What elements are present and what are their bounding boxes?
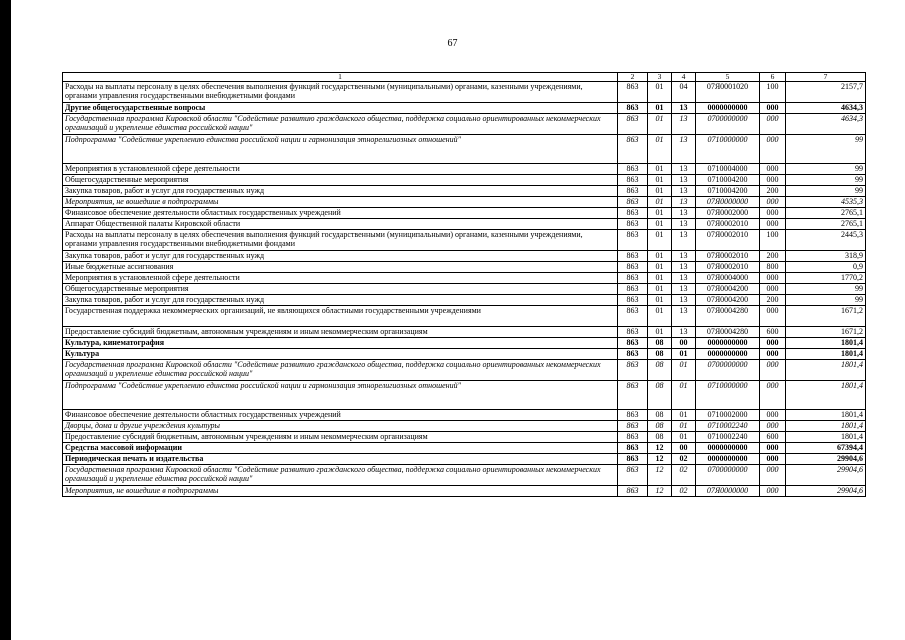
row-amount-cell: 1671,2	[786, 306, 866, 327]
col-header-2: 2	[618, 73, 648, 82]
row-amount-cell: 29904,6	[786, 465, 866, 486]
row-subsection-cell: 01	[672, 360, 696, 381]
table-row	[63, 454, 866, 465]
row-amount-cell: 318,9	[786, 251, 866, 262]
scan-edge-bar	[0, 0, 11, 640]
row-section-cell: 12	[648, 465, 672, 486]
row-admin-code-cell: 863	[618, 114, 648, 135]
row-amount-cell: 0,9	[786, 262, 866, 273]
row-target-article-cell: 07Я0002000	[696, 208, 760, 219]
row-target-article-cell: 07Я0004200	[696, 295, 760, 306]
col-header-7: 7	[786, 73, 866, 82]
table-row	[63, 443, 866, 454]
row-section-cell: 08	[648, 381, 672, 410]
row-section-cell: 08	[648, 421, 672, 432]
table-row	[63, 381, 866, 410]
row-section-cell: 01	[648, 135, 672, 164]
row-admin-code-cell: 863	[618, 230, 648, 251]
row-expense-type-cell: 000	[760, 114, 786, 135]
row-target-article-cell: 0710002000	[696, 410, 760, 421]
row-subsection-cell: 04	[672, 82, 696, 103]
row-section-cell: 01	[648, 103, 672, 114]
row-subsection-cell: 13	[672, 327, 696, 338]
row-subsection-cell: 13	[672, 273, 696, 284]
row-expense-type-cell: 200	[760, 251, 786, 262]
row-expense-type-cell: 000	[760, 410, 786, 421]
row-section-cell: 08	[648, 432, 672, 443]
row-subsection-cell: 02	[672, 486, 696, 497]
row-expense-type-cell: 000	[760, 284, 786, 295]
row-target-article-cell: 0000000000	[696, 103, 760, 114]
row-section-cell: 01	[648, 219, 672, 230]
row-name-cell: Государственная программа Кировской области "Содействие развитию гражданского общества, поддержка социально ориентированных некоммерческих организаций и укрепление единства российской нации"	[63, 465, 618, 486]
row-amount-cell: 1801,4	[786, 381, 866, 410]
row-subsection-cell: 13	[672, 186, 696, 197]
row-subsection-cell: 01	[672, 410, 696, 421]
row-admin-code-cell: 863	[618, 164, 648, 175]
row-section-cell: 01	[648, 82, 672, 103]
table-row	[63, 251, 866, 262]
row-name-cell: Закупка товаров, работ и услуг для государственных нужд	[63, 251, 618, 262]
row-section-cell: 01	[648, 284, 672, 295]
row-target-article-cell: 0710002240	[696, 432, 760, 443]
row-subsection-cell: 13	[672, 230, 696, 251]
row-subsection-cell: 13	[672, 114, 696, 135]
row-admin-code-cell: 863	[618, 432, 648, 443]
row-target-article-cell: 0710004200	[696, 186, 760, 197]
table-row	[63, 327, 866, 338]
row-amount-cell: 1801,4	[786, 410, 866, 421]
row-subsection-cell: 13	[672, 135, 696, 164]
row-name-cell: Предоставление субсидий бюджетным, автономным учреждениям и иным некоммерческим организациям	[63, 432, 618, 443]
row-name-cell: Мероприятия, не вошедшие в подпрограммы	[63, 486, 618, 497]
row-target-article-cell: 07Я0002010	[696, 262, 760, 273]
row-amount-cell: 99	[786, 186, 866, 197]
row-amount-cell: 4535,3	[786, 197, 866, 208]
row-amount-cell: 1770,2	[786, 273, 866, 284]
row-name-cell: Общегосударственные мероприятия	[63, 284, 618, 295]
row-admin-code-cell: 863	[618, 360, 648, 381]
row-target-article-cell: 07Я0004000	[696, 273, 760, 284]
row-subsection-cell: 01	[672, 421, 696, 432]
row-section-cell: 01	[648, 230, 672, 251]
row-admin-code-cell: 863	[618, 295, 648, 306]
row-amount-cell: 4634,3	[786, 103, 866, 114]
row-target-article-cell: 0710000000	[696, 135, 760, 164]
row-name-cell: Иные бюджетные ассигнования	[63, 262, 618, 273]
row-subsection-cell: 00	[672, 338, 696, 349]
row-name-cell: Предоставление субсидий бюджетным, автономным учреждениям и иным некоммерческим организациям	[63, 327, 618, 338]
row-amount-cell: 2765,1	[786, 219, 866, 230]
row-admin-code-cell: 863	[618, 306, 648, 327]
row-amount-cell: 99	[786, 295, 866, 306]
row-section-cell: 01	[648, 251, 672, 262]
row-name-cell: Финансовое обеспечение деятельности областных государственных учреждений	[63, 208, 618, 219]
row-target-article-cell: 07Я0001020	[696, 82, 760, 103]
row-expense-type-cell: 000	[760, 208, 786, 219]
row-name-cell: Государственная программа Кировской области "Содействие развитию гражданского общества, поддержка социально ориентированных некоммерческих организаций и укрепление единства российской нации"	[63, 114, 618, 135]
row-target-article-cell: 07Я0000000	[696, 197, 760, 208]
row-section-cell: 01	[648, 262, 672, 273]
table-row	[63, 295, 866, 306]
table-row	[63, 432, 866, 443]
row-name-cell: Подпрограмма "Содействие укреплению единства российской нации и гармонизация этнорелигиозных отношений"	[63, 135, 618, 164]
row-section-cell: 01	[648, 306, 672, 327]
row-section-cell: 01	[648, 175, 672, 186]
row-admin-code-cell: 863	[618, 338, 648, 349]
row-amount-cell: 2157,7	[786, 82, 866, 103]
row-expense-type-cell: 200	[760, 295, 786, 306]
row-section-cell: 08	[648, 360, 672, 381]
row-expense-type-cell: 000	[760, 338, 786, 349]
table-row	[63, 410, 866, 421]
table-row	[63, 82, 866, 103]
row-amount-cell: 1801,4	[786, 421, 866, 432]
row-subsection-cell: 13	[672, 262, 696, 273]
col-header-6: 6	[760, 73, 786, 82]
row-amount-cell: 2765,1	[786, 208, 866, 219]
row-section-cell: 01	[648, 197, 672, 208]
row-subsection-cell: 02	[672, 465, 696, 486]
row-amount-cell: 1671,2	[786, 327, 866, 338]
row-expense-type-cell: 000	[760, 306, 786, 327]
row-expense-type-cell: 100	[760, 230, 786, 251]
table-header-row	[63, 73, 866, 82]
row-name-cell: Культура	[63, 349, 618, 360]
row-expense-type-cell: 000	[760, 421, 786, 432]
row-admin-code-cell: 863	[618, 197, 648, 208]
table-row	[63, 360, 866, 381]
row-target-article-cell: 07Я0002010	[696, 230, 760, 251]
row-admin-code-cell: 863	[618, 421, 648, 432]
page-number: 67	[447, 38, 458, 49]
row-name-cell: Общегосударственные мероприятия	[63, 175, 618, 186]
row-subsection-cell: 13	[672, 175, 696, 186]
row-amount-cell: 99	[786, 164, 866, 175]
row-admin-code-cell: 863	[618, 381, 648, 410]
row-admin-code-cell: 863	[618, 443, 648, 454]
row-admin-code-cell: 863	[618, 262, 648, 273]
row-amount-cell: 4634,3	[786, 114, 866, 135]
row-subsection-cell: 01	[672, 349, 696, 360]
row-expense-type-cell: 000	[760, 465, 786, 486]
row-admin-code-cell: 863	[618, 273, 648, 284]
row-amount-cell: 1801,4	[786, 349, 866, 360]
row-expense-type-cell: 000	[760, 273, 786, 284]
row-name-cell: Финансовое обеспечение деятельности областных государственных учреждений	[63, 410, 618, 421]
row-subsection-cell: 02	[672, 454, 696, 465]
row-section-cell: 08	[648, 410, 672, 421]
row-subsection-cell: 13	[672, 306, 696, 327]
row-name-cell: Мероприятия, не вошедшие в подпрограммы	[63, 197, 618, 208]
row-section-cell: 12	[648, 443, 672, 454]
row-expense-type-cell: 800	[760, 262, 786, 273]
row-admin-code-cell: 863	[618, 486, 648, 497]
row-target-article-cell: 07Я0004280	[696, 327, 760, 338]
row-subsection-cell: 13	[672, 295, 696, 306]
row-amount-cell: 99	[786, 284, 866, 295]
row-target-article-cell: 07Я0002010	[696, 219, 760, 230]
row-name-cell: Аппарат Общественной палаты Кировской области	[63, 219, 618, 230]
row-name-cell: Подпрограмма "Содействие укреплению единства российской нации и гармонизация этнорелигиозных отношений"	[63, 381, 618, 410]
row-expense-type-cell: 000	[760, 349, 786, 360]
row-subsection-cell: 13	[672, 284, 696, 295]
row-name-cell: Государственная поддержка некоммерческих организаций, не являющихся областными государственными учреждениями	[63, 306, 618, 327]
row-section-cell: 01	[648, 295, 672, 306]
row-expense-type-cell: 600	[760, 327, 786, 338]
row-amount-cell: 2445,3	[786, 230, 866, 251]
table-row	[63, 486, 866, 497]
row-admin-code-cell: 863	[618, 175, 648, 186]
row-expense-type-cell: 000	[760, 197, 786, 208]
row-name-cell: Мероприятия в установленной сфере деятельности	[63, 273, 618, 284]
row-target-article-cell: 07Я0004280	[696, 306, 760, 327]
row-name-cell: Закупка товаров, работ и услуг для государственных нужд	[63, 186, 618, 197]
col-header-1: 1	[63, 73, 618, 82]
row-section-cell: 01	[648, 273, 672, 284]
row-name-cell: Закупка товаров, работ и услуг для государственных нужд	[63, 295, 618, 306]
row-target-article-cell: 0000000000	[696, 349, 760, 360]
row-name-cell: Культура, кинематография	[63, 338, 618, 349]
table-row	[63, 465, 866, 486]
row-name-cell: Расходы на выплаты персоналу в целях обеспечения выполнения функций государственными (муниципальными) органами, казенными учреждениями, органами управления государственными внебюджетными фондами	[63, 82, 618, 103]
table-row	[63, 135, 866, 164]
row-name-cell: Средства массовой информации	[63, 443, 618, 454]
col-header-3: 3	[648, 73, 672, 82]
row-expense-type-cell: 100	[760, 82, 786, 103]
table-row	[63, 338, 866, 349]
row-subsection-cell: 13	[672, 197, 696, 208]
row-expense-type-cell: 000	[760, 135, 786, 164]
row-admin-code-cell: 863	[618, 186, 648, 197]
row-subsection-cell: 00	[672, 443, 696, 454]
row-name-cell: Мероприятия в установленной сфере деятельности	[63, 164, 618, 175]
table-row	[63, 306, 866, 327]
row-subsection-cell: 01	[672, 432, 696, 443]
table-row	[63, 114, 866, 135]
row-admin-code-cell: 863	[618, 327, 648, 338]
row-target-article-cell: 0710004200	[696, 175, 760, 186]
row-target-article-cell: 0700000000	[696, 114, 760, 135]
row-expense-type-cell: 000	[760, 219, 786, 230]
row-target-article-cell: 0710000000	[696, 381, 760, 410]
row-target-article-cell: 0710002240	[696, 421, 760, 432]
table-row	[63, 273, 866, 284]
row-expense-type-cell: 600	[760, 432, 786, 443]
row-admin-code-cell: 863	[618, 208, 648, 219]
row-admin-code-cell: 863	[618, 349, 648, 360]
row-amount-cell: 1801,4	[786, 338, 866, 349]
row-admin-code-cell: 863	[618, 410, 648, 421]
row-section-cell: 12	[648, 486, 672, 497]
table-row	[63, 230, 866, 251]
row-expense-type-cell: 000	[760, 175, 786, 186]
row-section-cell: 01	[648, 208, 672, 219]
table-row	[63, 103, 866, 114]
row-subsection-cell: 13	[672, 103, 696, 114]
row-section-cell: 01	[648, 114, 672, 135]
table-row	[63, 284, 866, 295]
row-target-article-cell: 0000000000	[696, 454, 760, 465]
row-expense-type-cell: 000	[760, 486, 786, 497]
row-target-article-cell: 0710004000	[696, 164, 760, 175]
row-subsection-cell: 13	[672, 251, 696, 262]
row-expense-type-cell: 000	[760, 360, 786, 381]
row-amount-cell: 29904,6	[786, 454, 866, 465]
row-target-article-cell: 0700000000	[696, 465, 760, 486]
table-row	[63, 197, 866, 208]
row-subsection-cell: 13	[672, 164, 696, 175]
row-target-article-cell: 0000000000	[696, 338, 760, 349]
row-subsection-cell: 13	[672, 219, 696, 230]
row-admin-code-cell: 863	[618, 135, 648, 164]
row-target-article-cell: 07Я0002010	[696, 251, 760, 262]
row-subsection-cell: 01	[672, 381, 696, 410]
row-name-cell: Расходы на выплаты персоналу в целях обеспечения выполнения функций государственными (муниципальными) органами, казенными учреждениями, органами управления государственными внебюджетными фондами	[63, 230, 618, 251]
row-section-cell: 01	[648, 186, 672, 197]
row-name-cell: Государственная программа Кировской области "Содействие развитию гражданского общества, поддержка социально ориентированных некоммерческих организаций и укрепление единства российской нации"	[63, 360, 618, 381]
row-admin-code-cell: 863	[618, 251, 648, 262]
row-expense-type-cell: 200	[760, 186, 786, 197]
table-row	[63, 186, 866, 197]
row-admin-code-cell: 863	[618, 454, 648, 465]
table-row	[63, 175, 866, 186]
row-amount-cell: 1801,4	[786, 432, 866, 443]
row-admin-code-cell: 863	[618, 465, 648, 486]
col-header-5: 5	[696, 73, 760, 82]
budget-table	[62, 72, 866, 497]
row-target-article-cell: 0000000000	[696, 443, 760, 454]
row-amount-cell: 99	[786, 175, 866, 186]
row-admin-code-cell: 863	[618, 219, 648, 230]
row-amount-cell: 1801,4	[786, 360, 866, 381]
row-expense-type-cell: 000	[760, 454, 786, 465]
table-row	[63, 421, 866, 432]
row-section-cell: 08	[648, 349, 672, 360]
table-row	[63, 164, 866, 175]
col-header-4: 4	[672, 73, 696, 82]
row-section-cell: 08	[648, 338, 672, 349]
row-expense-type-cell: 000	[760, 103, 786, 114]
row-target-article-cell: 07Я0000000	[696, 486, 760, 497]
row-expense-type-cell: 000	[760, 164, 786, 175]
row-amount-cell: 29904,6	[786, 486, 866, 497]
row-target-article-cell: 07Я0004200	[696, 284, 760, 295]
table-row	[63, 219, 866, 230]
row-section-cell: 12	[648, 454, 672, 465]
table-row	[63, 262, 866, 273]
row-name-cell: Другие общегосударственные вопросы	[63, 103, 618, 114]
row-section-cell: 01	[648, 327, 672, 338]
row-admin-code-cell: 863	[618, 103, 648, 114]
row-amount-cell: 67394,4	[786, 443, 866, 454]
table-row	[63, 349, 866, 360]
row-admin-code-cell: 863	[618, 284, 648, 295]
row-name-cell: Дворцы, дома и другие учреждения культуры	[63, 421, 618, 432]
row-section-cell: 01	[648, 164, 672, 175]
table-row	[63, 208, 866, 219]
row-expense-type-cell: 000	[760, 381, 786, 410]
row-target-article-cell: 0700000000	[696, 360, 760, 381]
row-name-cell: Периодическая печать и издательства	[63, 454, 618, 465]
row-expense-type-cell: 000	[760, 443, 786, 454]
row-amount-cell: 99	[786, 135, 866, 164]
row-subsection-cell: 13	[672, 208, 696, 219]
row-admin-code-cell: 863	[618, 82, 648, 103]
